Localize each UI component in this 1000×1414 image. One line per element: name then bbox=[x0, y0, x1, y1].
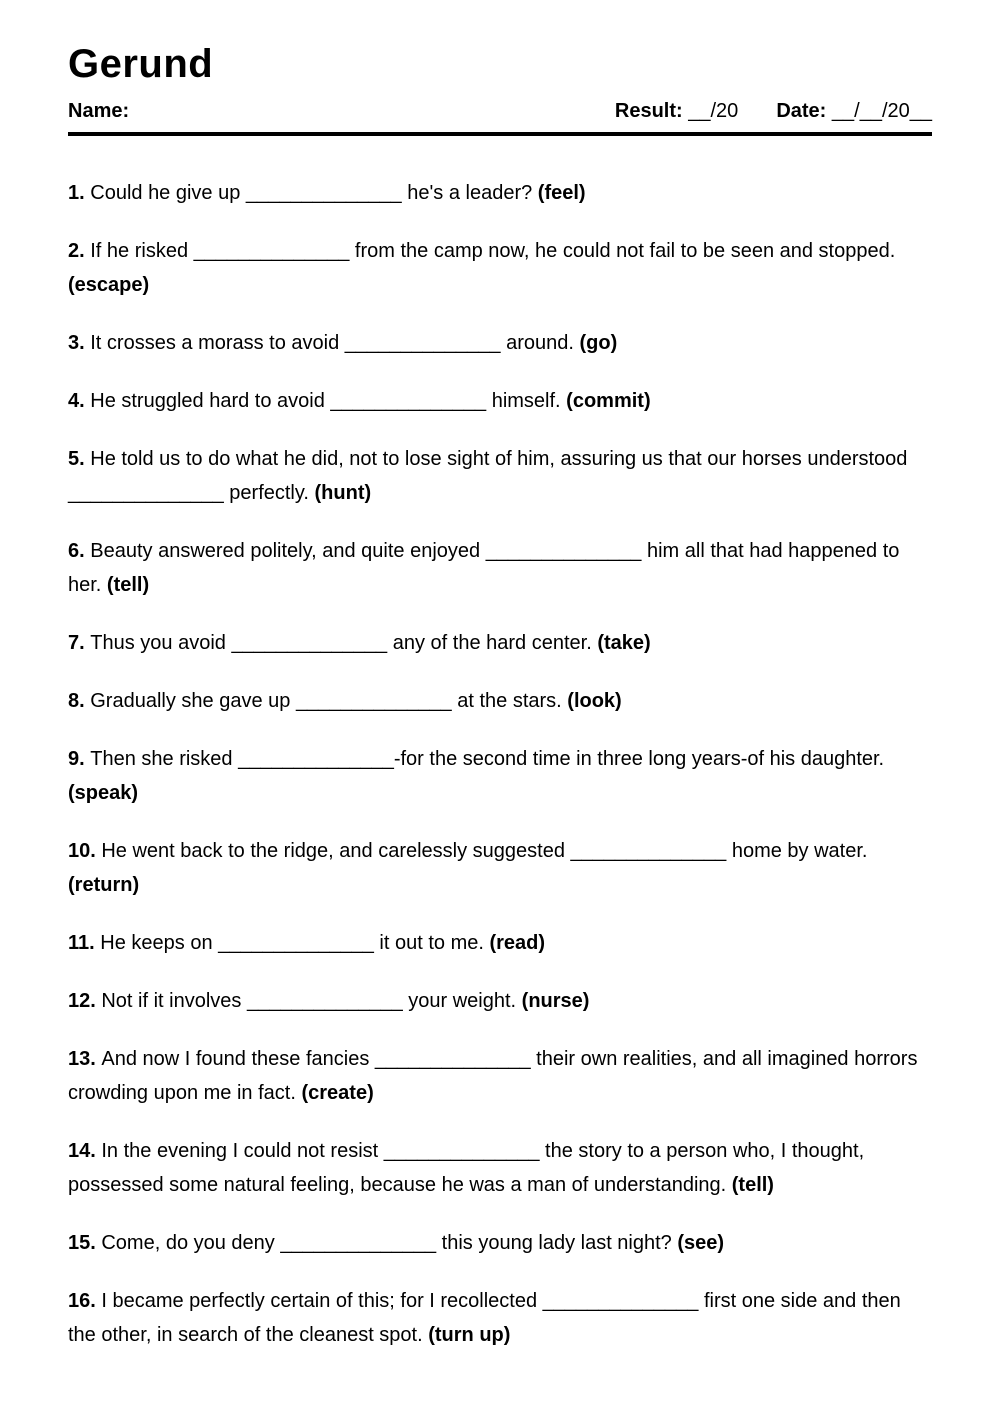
header-meta-row bbox=[68, 100, 932, 136]
verb-hint: (tell) bbox=[106, 574, 150, 596]
page-title: Gerund bbox=[68, 42, 214, 86]
verb-hint: (return) bbox=[68, 874, 140, 896]
question-text: Thus you avoid bbox=[90, 632, 232, 654]
verb-hint: (see) bbox=[677, 1232, 725, 1254]
blank-line: ______________ bbox=[238, 748, 394, 770]
verb-hint: (turn up) bbox=[428, 1324, 511, 1346]
result-label: Result: bbox=[614, 100, 683, 122]
question-text: He went back to the ridge, and carelessly suggested bbox=[101, 840, 571, 862]
question-text: home by water. bbox=[726, 840, 868, 862]
question-text: their own realities, and all imagined horrors crowding upon me in fact. bbox=[68, 1048, 918, 1104]
blank-line: ______________ bbox=[374, 1048, 531, 1070]
question-number: 16. bbox=[68, 1290, 102, 1312]
question-text: -for the second time in three long years-of his daughter. bbox=[393, 748, 885, 770]
date-field bbox=[776, 100, 932, 123]
verb-hint: (hunt) bbox=[314, 482, 372, 504]
question-list bbox=[68, 176, 932, 1352]
question-text: this young lady last night? bbox=[436, 1232, 678, 1254]
blank-line: ______________ bbox=[330, 390, 487, 412]
question-item bbox=[68, 1226, 932, 1260]
question-text: he's a leader? bbox=[401, 182, 538, 204]
question-text: Gradually she gave up bbox=[90, 690, 296, 712]
result-value: __/20 bbox=[688, 100, 739, 122]
question-text: him all that had happened to her. bbox=[68, 540, 900, 596]
name-field bbox=[68, 100, 129, 123]
blank-line: ______________ bbox=[280, 1232, 437, 1254]
verb-hint: (feel) bbox=[537, 182, 586, 204]
question-number: 8. bbox=[68, 690, 91, 712]
question-number: 6. bbox=[68, 540, 91, 562]
question-item bbox=[68, 384, 932, 418]
question-text: He struggled hard to avoid bbox=[90, 390, 331, 412]
question-item bbox=[68, 742, 932, 810]
blank-line: ______________ bbox=[570, 840, 727, 862]
date-value: __/__/20__ bbox=[831, 100, 932, 122]
question-text: from the camp now, he could not fail to be seen and stopped. bbox=[349, 240, 896, 262]
verb-hint: (tell) bbox=[731, 1174, 774, 1196]
question-text: at the stars. bbox=[451, 690, 568, 712]
question-text: Beauty answered politely, and quite enjoyed bbox=[90, 540, 486, 562]
verb-hint: (look) bbox=[567, 690, 622, 712]
question-item bbox=[68, 326, 932, 360]
verb-hint: (speak) bbox=[68, 782, 139, 804]
question-item bbox=[68, 1134, 932, 1202]
question-text: He told us to do what he did, not to lose sight of him, assuring us that our horses understood bbox=[90, 448, 908, 470]
verb-hint: (read) bbox=[489, 932, 546, 954]
question-item bbox=[68, 176, 932, 210]
question-text: Then she risked bbox=[90, 748, 239, 770]
verb-hint: (create) bbox=[301, 1082, 374, 1104]
result-field bbox=[615, 100, 738, 123]
question-number: 2. bbox=[68, 240, 91, 262]
question-number: 4. bbox=[68, 390, 91, 412]
question-number: 7. bbox=[68, 632, 91, 654]
date-label: Date: bbox=[776, 100, 827, 122]
question-item bbox=[68, 234, 932, 302]
question-text: I became perfectly certain of this; for I recollected bbox=[101, 1290, 543, 1312]
question-number: 5. bbox=[68, 448, 91, 470]
blank-line: ______________ bbox=[295, 690, 452, 712]
blank-line: ______________ bbox=[245, 182, 402, 204]
question-item bbox=[68, 1042, 932, 1110]
question-text: If he risked bbox=[90, 240, 194, 262]
blank-line: ______________ bbox=[383, 1140, 540, 1162]
blank-line: ______________ bbox=[193, 240, 350, 262]
question-number: 9. bbox=[68, 748, 91, 770]
question-number: 10. bbox=[68, 840, 102, 862]
question-number: 15. bbox=[68, 1232, 102, 1254]
question-text: It crosses a morass to avoid bbox=[90, 332, 345, 354]
question-item bbox=[68, 684, 932, 718]
verb-hint: (escape) bbox=[68, 274, 150, 296]
question-number: 11. bbox=[68, 932, 101, 954]
question-item bbox=[68, 534, 932, 602]
question-number: 13. bbox=[68, 1048, 102, 1070]
verb-hint: (go) bbox=[579, 332, 618, 354]
question-text: around. bbox=[500, 332, 580, 354]
question-number: 1. bbox=[68, 182, 91, 204]
blank-line: ______________ bbox=[68, 482, 224, 504]
blank-line: ______________ bbox=[485, 540, 642, 562]
question-text: it out to me. bbox=[373, 932, 490, 954]
question-item bbox=[68, 442, 932, 510]
question-text: Not if it involves bbox=[101, 990, 247, 1012]
verb-hint: (commit) bbox=[566, 390, 651, 412]
question-text: Come, do you deny bbox=[101, 1232, 281, 1254]
question-item bbox=[68, 834, 932, 902]
question-item bbox=[68, 926, 932, 960]
name-label: Name: bbox=[68, 100, 130, 122]
question-text: your weight. bbox=[402, 990, 522, 1012]
blank-line: ______________ bbox=[246, 990, 403, 1012]
blank-line: ______________ bbox=[231, 632, 388, 654]
blank-line: ______________ bbox=[542, 1290, 699, 1312]
question-item bbox=[68, 984, 932, 1018]
blank-line: ______________ bbox=[344, 332, 501, 354]
result-date-group bbox=[615, 100, 932, 123]
blank-line: ______________ bbox=[218, 932, 374, 954]
question-text: Could he give up bbox=[90, 182, 246, 204]
question-item bbox=[68, 626, 932, 660]
question-text: any of the hard center. bbox=[387, 632, 598, 654]
question-item bbox=[68, 1284, 932, 1352]
verb-hint: (take) bbox=[597, 632, 651, 654]
question-text: perfectly. bbox=[223, 482, 315, 504]
question-text: In the evening I could not resist bbox=[101, 1140, 384, 1162]
question-number: 14. bbox=[68, 1140, 102, 1162]
verb-hint: (nurse) bbox=[521, 990, 590, 1012]
question-number: 12. bbox=[68, 990, 102, 1012]
question-text: He keeps on bbox=[100, 932, 219, 954]
question-text: himself. bbox=[486, 390, 567, 412]
question-text: the story to a person who, I thought, possessed some natural feeling, because he was a man of understanding. bbox=[68, 1140, 865, 1196]
question-number: 3. bbox=[68, 332, 91, 354]
question-text: And now I found these fancies bbox=[101, 1048, 375, 1070]
question-text: first one side and then the other, in search of the cleanest spot. bbox=[68, 1290, 901, 1346]
